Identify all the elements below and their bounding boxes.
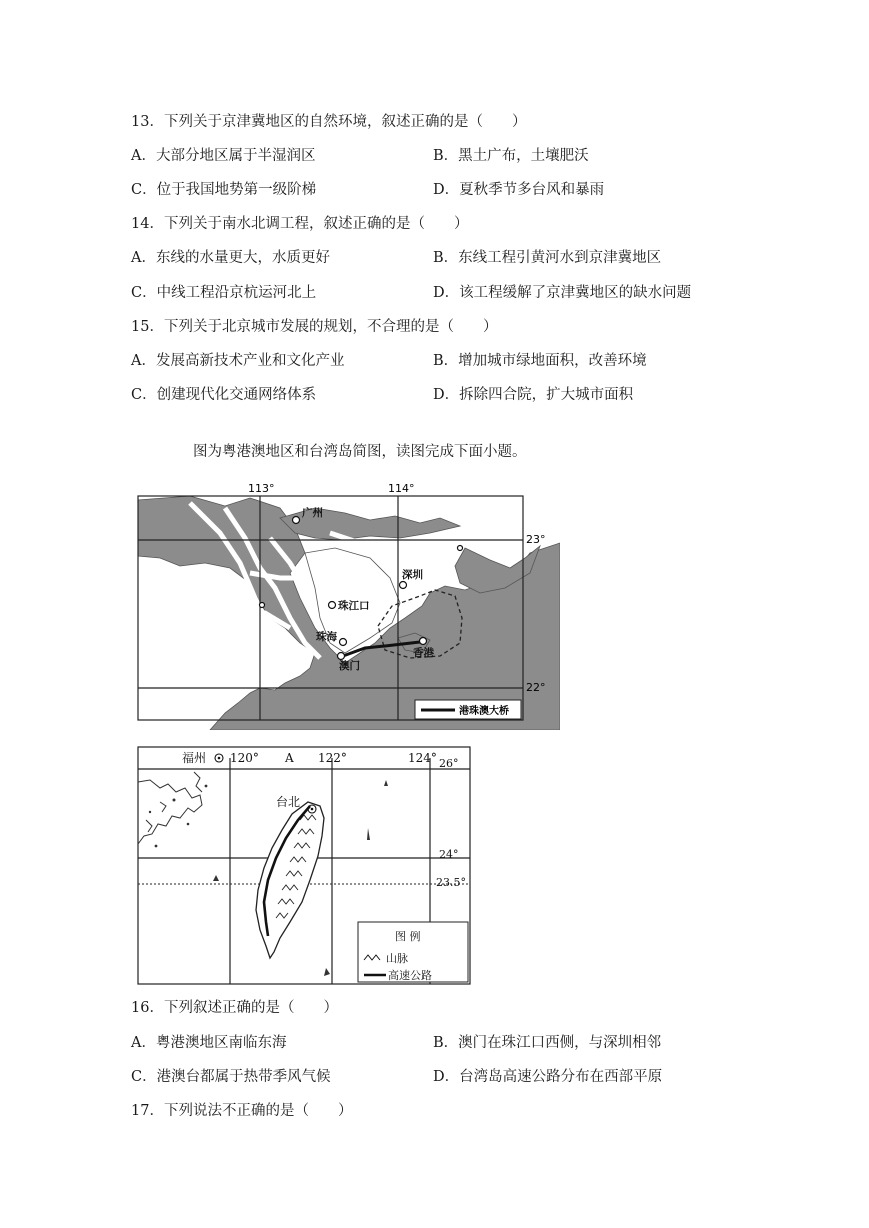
- hongkong-marker: [420, 638, 427, 645]
- question-13-option-a[interactable]: A．大部分地区属于半湿润区: [131, 148, 316, 164]
- question-16-option-a[interactable]: A．粤港澳地区南临东海: [131, 1035, 287, 1051]
- question-13-option-d[interactable]: D．夏秋季节多台风和暴雨: [433, 182, 605, 198]
- highway-legend-label: 高速公路: [388, 969, 432, 982]
- lon-label-114: 114°: [388, 482, 415, 495]
- guangzhou-label: 广州: [302, 507, 323, 519]
- lon-label-124: 124°: [408, 751, 437, 765]
- question-16-option-d[interactable]: D．台湾岛高速公路分布在西部平原: [433, 1069, 663, 1085]
- macao-label: 澳门: [339, 660, 360, 672]
- question-15-option-b[interactable]: B．增加城市绿地面积，改善环境: [433, 353, 647, 369]
- zhujiangkou-label: 珠江口: [338, 600, 370, 612]
- pearl-river-delta-map: [130, 478, 560, 730]
- question-15-stem: 15．下列关于北京城市发展的规划，不合理的是（ ）: [131, 319, 498, 335]
- question-14-option-b[interactable]: B．东线工程引黄河水到京津冀地区: [433, 250, 662, 266]
- mountain-legend-label: 山脉: [386, 952, 408, 965]
- hongkong-label: 香港: [413, 647, 434, 659]
- taipei-label: 台北: [276, 795, 301, 809]
- bridge-legend-label: 港珠澳大桥: [459, 706, 509, 717]
- zhuhai-label: 珠海: [316, 631, 337, 643]
- question-16-stem: 16．下列叙述正确的是（ ）: [131, 1000, 338, 1016]
- lon-label-113: 113°: [248, 482, 275, 495]
- question-15-option-a[interactable]: A．发展高新技术产业和文化产业: [131, 353, 345, 369]
- zhuhai-marker: [340, 639, 347, 646]
- question-13-stem: 13．下列关于京津冀地区的自然环境，叙述正确的是（ ）: [131, 114, 527, 130]
- legend-title: 图 例: [395, 930, 421, 943]
- fuzhou-label: 福州: [182, 751, 207, 765]
- lat-label-24: 24°: [439, 848, 459, 861]
- lon-label-122: 122°: [318, 751, 347, 765]
- question-14-stem: 14．下列关于南水北调工程，叙述正确的是（ ）: [131, 216, 469, 232]
- lat-label-22: 22°: [526, 681, 546, 694]
- question-17-stem: 17．下列说法不正确的是（ ）: [131, 1103, 353, 1119]
- question-15-option-d[interactable]: D．拆除四合院，扩大城市面积: [433, 387, 634, 403]
- macao-marker: [338, 653, 345, 660]
- question-14-option-c[interactable]: C．中线工程沿京杭运河北上: [131, 285, 317, 301]
- question-14-option-a[interactable]: A．东线的水量更大，水质更好: [131, 250, 330, 266]
- shenzhen-label: 深圳: [402, 569, 423, 581]
- lat-label-26: 26°: [439, 757, 459, 770]
- shenzhen-marker: [400, 582, 407, 589]
- question-14-option-d[interactable]: D．该工程缓解了京津冀地区的缺水问题: [433, 285, 692, 301]
- lon-label-120: 120°: [230, 751, 259, 765]
- lat-label-23-5: 23.5°: [436, 876, 466, 889]
- map-intro-text: 图为粤港澳地区和台湾岛简图，读图完成下面小题。: [193, 444, 527, 460]
- question-15-option-c[interactable]: C．创建现代化交通网络体系: [131, 387, 317, 403]
- guangzhou-marker: [293, 517, 300, 524]
- question-16-option-c[interactable]: C．港澳台都属于热带季风气候: [131, 1069, 331, 1085]
- zhujiangkou-marker: [329, 602, 336, 609]
- question-13-option-c[interactable]: C．位于我国地势第一级阶梯: [131, 182, 317, 198]
- question-13-option-b[interactable]: B．黑土广布，土壤肥沃: [433, 148, 589, 164]
- lat-label-23: 23°: [526, 533, 546, 546]
- point-a-label: A: [285, 751, 294, 765]
- question-16-option-b[interactable]: B．澳门在珠江口西侧，与深圳相邻: [433, 1035, 662, 1051]
- taiwan-map: [130, 740, 480, 990]
